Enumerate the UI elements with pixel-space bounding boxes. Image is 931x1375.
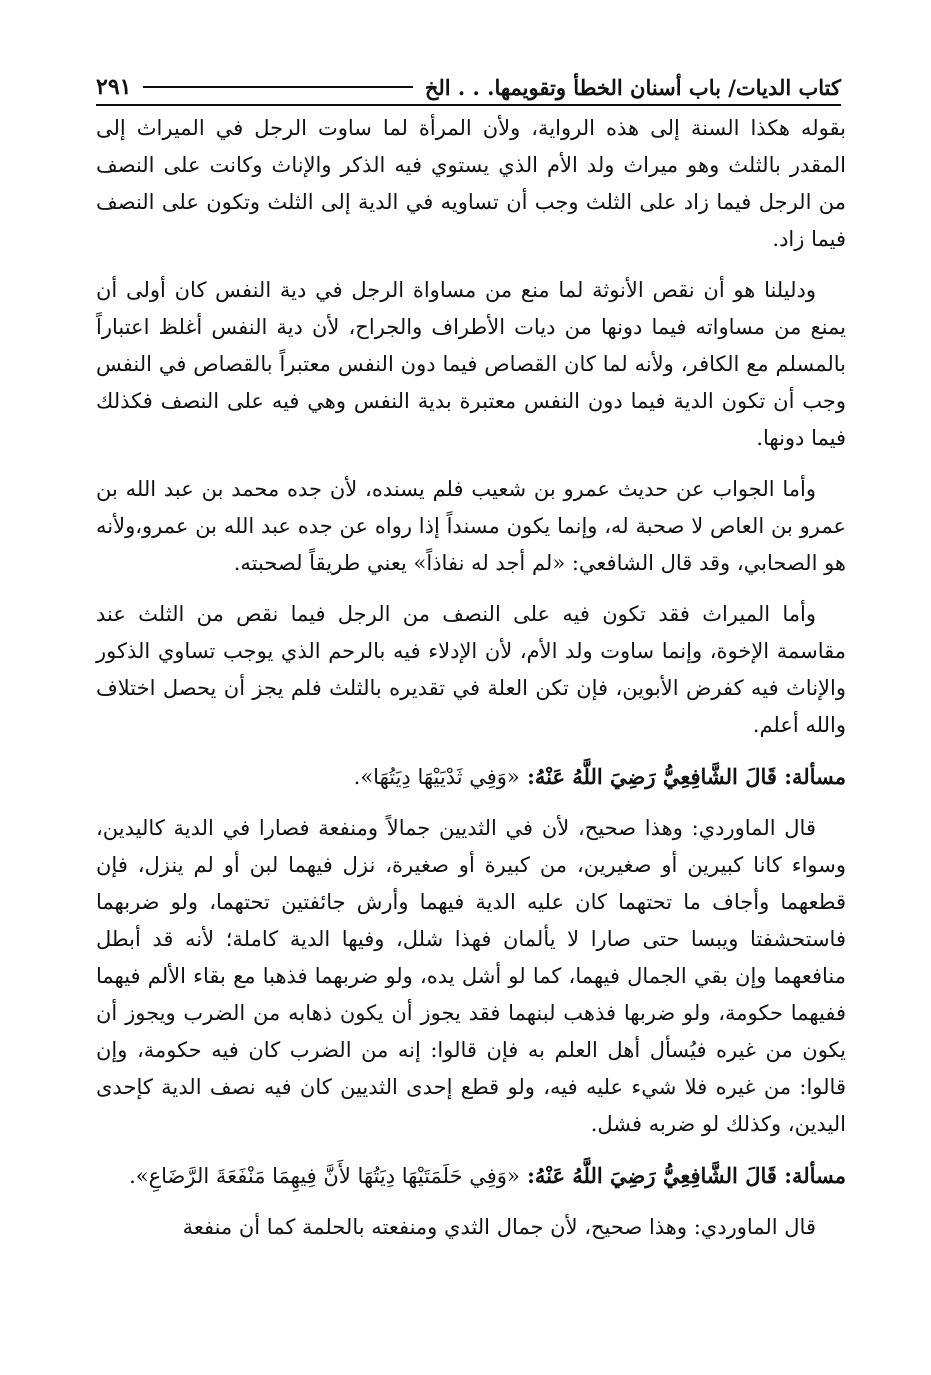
masala-label: مسألة: قَالَ الشَّافِعِيُّ رَضِيَ اللَّهُ عَنْهُ: [527, 764, 846, 789]
masala-label: مسألة: قَالَ الشَّافِعِيُّ رَضِيَ اللَّهُ عَنْهُ: [527, 1163, 846, 1188]
header-rule [143, 86, 412, 88]
paragraph: وأما الميراث فقد تكون فيه على النصف من الرجل فيما نقص من الثلث عند مقاسمة الإخوة، وإنما ساوت ولد الأم، لأن الإدلاء فيه بالرحم الذي يوجب تساوي الذكور والإناث فيه كفرض الأبوين، فإن تكن العلة في تقديره بالثلث فلم يجز أن يحصل اختلاف والله أعلم. [96, 602, 846, 737]
paragraph: قال الماوردي: وهذا صحيح، لأن جمال الثدي ومنفعته بالحلمة كما أن منفعة [182, 1215, 816, 1239]
paragraph: ودليلنا هو أن نقص الأنوثة لما منع من مساواة الرجل في دية النفس كان أولى أن يمنع من مساواته فيما دونها من ديات الأطراف والجراح، لأن دية النفس أغلظ اعتباراً بالمسلم مع الكافر، ولأنه لما كان القصاص فيما دون النفس معتبراً بالقصاص في النفس وجب أن تكون الدية فيما دون النفس معتبرة بدية النفس وهي فيه على النصف فكذلك فيما دونها. [96, 278, 846, 450]
masala-heading [96, 1157, 846, 1195]
chapter-title: كتاب الديات/ باب أسنان الخطأ وتقويمها. . . الخ [424, 74, 841, 100]
paragraph: وأما الجواب عن حديث عمرو بن شعيب فلم يسنده، لأن جده محمد بن عبد الله بن عمرو بن العاص لا صحبة له، وإنما يكون مسنداً إذا رواه عن جده عبد الله بن عمرو،ولأنه هو الصحابي، وقد قال الشافعي: «لم أجد له نفاذاً» يعني طريقاً لصحبته. [96, 477, 846, 575]
paragraph: قال الماوردي: وهذا صحيح، لأن في الثديين جمالاً ومنفعة فصارا في الدية كاليدين، وسواء كانا كبيرين أو صغيرين، من كبيرة أو صغيرة، نزل فيهما لبن أو لم ينزل، فإن قطعهما وأجاف ما تحتهما كان عليه الدية فيهما وأرش جائفتين تحتهما، ولو ضربهما فاستحشفتا ويبسا حتى صارا لا يألمان فهذا شلل، وفيها الدية كاملة؛ لأنه قد أبطل منافعهما وإن بقي الجمال فيهما، كما لو أشل يده، ولو ضربهما فذهبا مع بقاء الألم فيهما ففيهما حكومة، ولو ضربها فذهب لبنهما فقد يجوز أن يكون ذهابه من الضرب ويجوز أن يكون من غيره فيُسأل أهل العلم به فإن قالوا: إنه من الضرب كان فيه حكومة، وإن قالوا: من غيره فلا شيء عليه فيه، ولو قطع إحدى الثديين كان فيه نصف الدية كإحدى اليدين، وكذلك لو ضربه فشل. [96, 816, 846, 1136]
running-header [96, 70, 841, 106]
masala-quote: «وَفِي حَلَمَتَيْهَا دِيَتُهَا لأَنَّ فِيهِمَا مَنْفَعَةَ الرَّضَاعِ». [129, 1164, 520, 1188]
masala-quote: «وَفِي ثَدْيَيْهَا دِيَتُهَا». [353, 765, 520, 789]
paragraph: بقوله هكذا السنة إلى هذه الرواية، ولأن المرأة لما ساوت الرجل في الميراث إلى المقدر بالثلث وهو ميراث ولد الأم الذي يستوي فيه الذكر والإناث وكانت على النصف من الرجل فيما زاد على الثلث وجب أن تساويه في الدية إلى الثلث وتكون على النصف فيما زاد. [96, 116, 846, 251]
page-body [96, 110, 846, 1260]
masala-heading [96, 758, 846, 796]
page-number: ٢٩١ [96, 74, 132, 100]
